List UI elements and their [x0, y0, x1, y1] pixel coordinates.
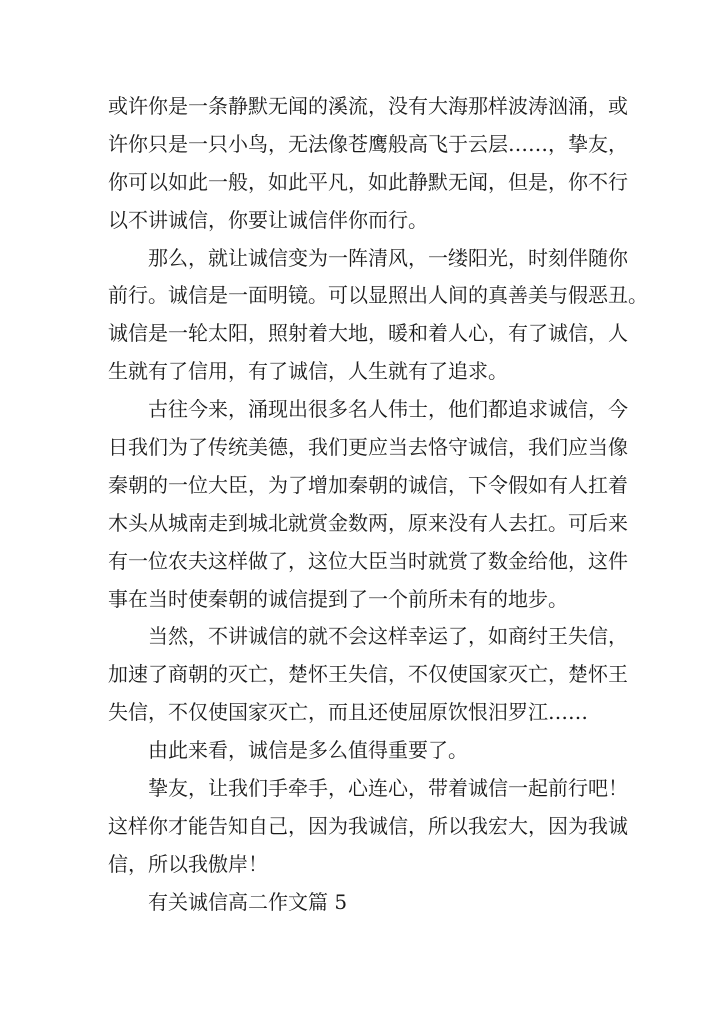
text-line: 加速了商朝的灭亡，楚怀王失信，不仅使国家灭亡，楚怀王 [108, 662, 628, 687]
text-line: 你可以如此一般，如此平凡，如此静默无闻，但是，你不行 [108, 169, 628, 194]
paragraph-first-line: 古往今来，涌现出很多名人伟士，他们都追求诚信，今 [148, 397, 628, 422]
paragraph-first-line: 那么，就让诚信变为一阵清风，一缕阳光，时刻伴随你 [148, 245, 628, 270]
text-line: 日我们为了传统美德，我们更应当去恪守诚信，我们应当像 [108, 435, 628, 460]
text-line: 事在当时使秦朝的诚信提到了一个前所未有的地步。 [108, 586, 568, 611]
text-line: 生就有了信用，有了诚信，人生就有了追求。 [108, 359, 508, 384]
text-line: 信，所以我傲岸！ [108, 851, 268, 876]
text-line: 或许你是一条静默无闻的溪流，没有大海那样波涛汹涌，或 [108, 94, 628, 118]
section-heading: 有关诚信高二作文篇 5 [148, 889, 348, 914]
text-line: 失信，不仅使国家灭亡，而且还使屈原饮恨汨罗江…… [108, 700, 588, 725]
text-line: 以不讲诚信，你要让诚信伴你而行。 [108, 207, 428, 232]
text-line: 前行。诚信是一面明镜。可以显照出人间的真善美与假恶丑。 [108, 283, 648, 308]
text-line: 诚信是一轮太阳，照射着大地，暖和着人心，有了诚信，人 [108, 321, 628, 346]
article-body [108, 88, 648, 922]
text-line: 许你只是一只小鸟，无法像苍鹰般高飞于云层……，挚友， [108, 131, 628, 156]
paragraph-first-line: 当然，不讲诚信的就不会这样幸运了，如商纣王失信， [148, 624, 628, 649]
text-line: 秦朝的一位大臣，为了增加秦朝的诚信，下令假如有人扛着 [108, 472, 628, 497]
paragraph-first-line: 由此来看，诚信是多么值得重要了。 [148, 738, 468, 763]
paragraph-first-line: 挚友，让我们手牵手，心连心，带着诚信一起前行吧！ [148, 776, 628, 801]
text-line: 木头从城南走到城北就赏金数两，原来没有人去扛。可后来 [108, 510, 628, 535]
text-line: 有一位农夫这样做了，这位大臣当时就赏了数金给他，这件 [108, 548, 628, 573]
text-line: 这样你才能告知自己，因为我诚信，所以我宏大，因为我诚 [108, 813, 628, 838]
